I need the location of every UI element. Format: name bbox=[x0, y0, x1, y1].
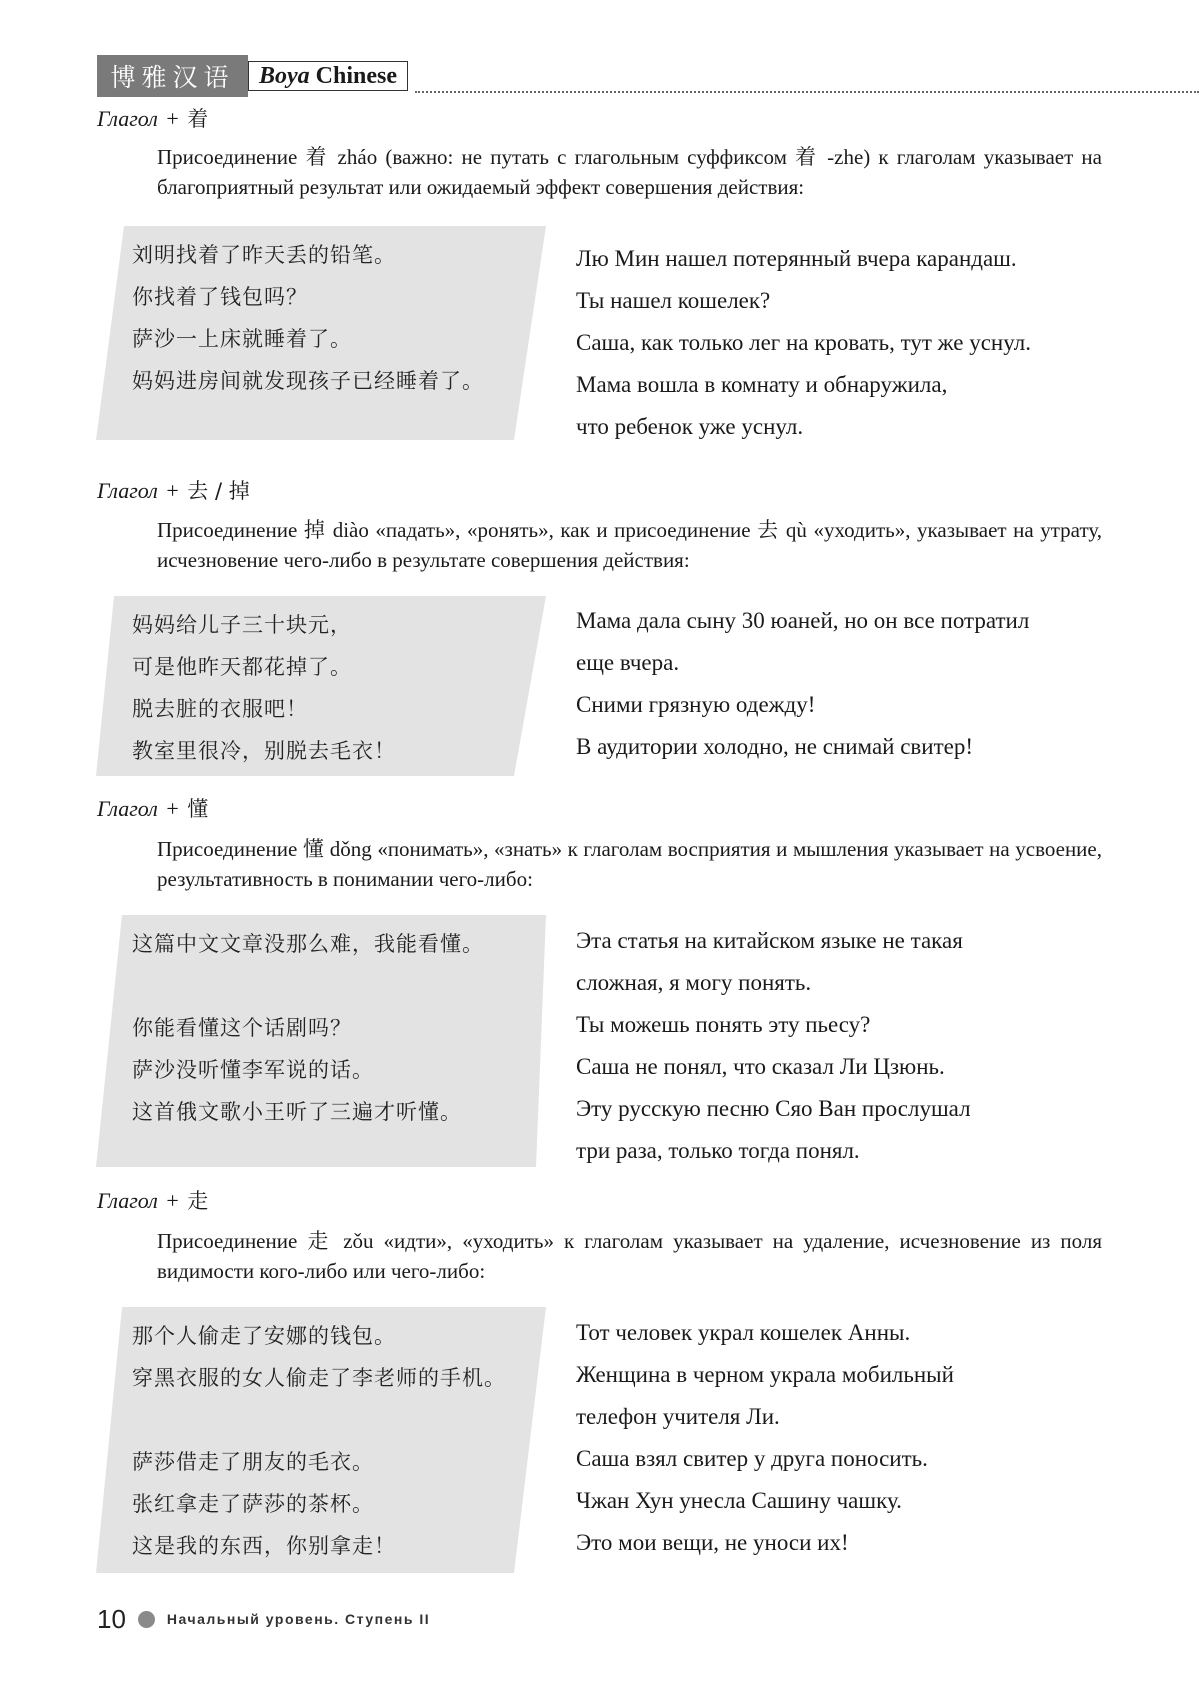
russian-translation: Саша взял свитер у друга поносить. bbox=[576, 1446, 928, 1471]
russian-translation: Ты нашел кошелек? bbox=[576, 288, 771, 313]
russian-translation: Ты можешь понять эту пьесу? bbox=[576, 1012, 871, 1037]
header-english-title bbox=[248, 61, 408, 91]
chinese-example: 那个人偷走了安娜的钱包。 bbox=[132, 1324, 396, 1348]
chinese-example: 可是他昨天都花掉了。 bbox=[132, 655, 352, 679]
footer-bullet-icon bbox=[138, 1611, 155, 1628]
chinese-example: 妈妈进房间就发现孩子已经睡着了。 bbox=[132, 369, 484, 393]
header-english-regular: Chinese bbox=[315, 62, 398, 89]
chinese-example: 萨莎借走了朋友的毛衣。 bbox=[132, 1450, 374, 1474]
page-number: 10 bbox=[97, 1603, 126, 1634]
russian-translation: три раза, только тогда понял. bbox=[576, 1138, 860, 1163]
russian-translation: В аудитории холодно, не снимай свитер! bbox=[576, 734, 974, 759]
chinese-example: 刘明找着了昨天丢的铅笔。 bbox=[132, 243, 396, 267]
russian-translation: Мама вошла в комнату и обнаружила, bbox=[576, 372, 948, 397]
chinese-example bbox=[132, 1399, 546, 1441]
russian-translation: Саша не понял, что сказал Ли Цзюнь. bbox=[576, 1054, 945, 1079]
russian-translation: Эта статья на китайском языке не такая bbox=[576, 928, 963, 953]
chinese-examples-panel bbox=[96, 596, 546, 776]
section-description: Присоединение 走 zǒu «идти», «уходить» к глаголам указывает на удаление, исчезновение из поля видимости кого-либо или чего-либо: bbox=[157, 1229, 1102, 1283]
header-english-italic: Boya bbox=[259, 62, 310, 89]
section-description: Присоединение 掉 diào «падать», «ронять», как и присоединение 去 qù «уходить», указывает на утрату, исчезновение чего-либо в результате совершения действия: bbox=[157, 518, 1102, 572]
russian-translations bbox=[576, 600, 1136, 768]
russian-translations bbox=[576, 238, 1136, 448]
header-dotted-rule bbox=[415, 91, 1199, 93]
chinese-example: 这篇中文文章没那么难，我能看懂。 bbox=[132, 932, 484, 956]
footer-level-text: Начальный уровень. Ступень II bbox=[166, 1611, 431, 1627]
section-description: Присоединение 着 zháo (важно: не путать с глагольным суффиксом 着 -zhe) к глаголам указывает на благоприятный результат или ожидаемый эффект совершения действия: bbox=[157, 145, 1102, 199]
chinese-example: 萨沙没听懂李军说的话。 bbox=[132, 1058, 374, 1082]
chinese-example: 教室里很冷，别脱去毛衣！ bbox=[132, 739, 396, 763]
chinese-example: 你能看懂这个话剧吗？ bbox=[132, 1016, 352, 1040]
chinese-example: 这首俄文歌小王听了三遍才听懂。 bbox=[132, 1100, 462, 1124]
running-header bbox=[97, 55, 1199, 97]
russian-translation: Чжан Хун унесла Сашину чашку. bbox=[576, 1488, 902, 1513]
chinese-example bbox=[132, 965, 546, 1007]
section-description: Присоединение 懂 dǒng «понимать», «знать» к глаголам восприятия и мышления указывает на усвоение, результативность в понимании чего-либо: bbox=[157, 837, 1102, 891]
chinese-example: 这是我的东西，你别拿走！ bbox=[132, 1534, 396, 1558]
russian-translation: Саша, как только лег на кровать, тут же уснул. bbox=[576, 330, 1031, 355]
chinese-examples-panel bbox=[96, 226, 546, 440]
russian-translation: еще вчера. bbox=[576, 650, 680, 675]
chinese-example: 萨沙一上床就睡着了。 bbox=[132, 327, 352, 351]
russian-translation: Это мои вещи, не уноси их! bbox=[576, 1530, 849, 1555]
chinese-example: 穿黑衣服的女人偷走了李老师的手机。 bbox=[132, 1366, 506, 1390]
russian-translation: Тот человек украл кошелек Анны. bbox=[576, 1320, 911, 1345]
chinese-example: 妈妈给儿子三十块元， bbox=[132, 613, 352, 637]
chinese-example: 张红拿走了萨莎的茶杯。 bbox=[132, 1492, 374, 1516]
page-footer bbox=[97, 1601, 430, 1637]
section-title: Глагол + 懂 bbox=[97, 796, 209, 821]
russian-translation: Женщина в черном украла мобильный bbox=[576, 1362, 954, 1387]
section-title: Глагол + 着 bbox=[97, 106, 209, 131]
russian-translation: Мама дала сыну 30 юаней, но он все потратил bbox=[576, 608, 1030, 633]
russian-translations bbox=[576, 920, 1136, 1172]
russian-translation: Сними грязную одежду! bbox=[576, 692, 816, 717]
russian-translation: сложная, я могу понять. bbox=[576, 970, 812, 995]
russian-translation: что ребенок уже уснул. bbox=[576, 414, 804, 439]
header-chinese-title: 博雅汉语 bbox=[97, 55, 248, 97]
russian-translation: Лю Мин нашел потерянный вчера карандаш. bbox=[576, 246, 1017, 271]
chinese-examples-panel bbox=[96, 915, 546, 1167]
russian-translations bbox=[576, 1312, 1136, 1564]
russian-translation: Эту русскую песню Сяо Ван прослушал bbox=[576, 1096, 971, 1121]
section-title: Глагол + 去 / 掉 bbox=[97, 478, 250, 503]
russian-translation: телефон учителя Ли. bbox=[576, 1404, 780, 1429]
chinese-example: 你找着了钱包吗？ bbox=[132, 285, 308, 309]
section-title: Глагол + 走 bbox=[97, 1188, 209, 1213]
chinese-examples-panel bbox=[96, 1307, 546, 1573]
chinese-example: 脱去脏的衣服吧！ bbox=[132, 697, 308, 721]
